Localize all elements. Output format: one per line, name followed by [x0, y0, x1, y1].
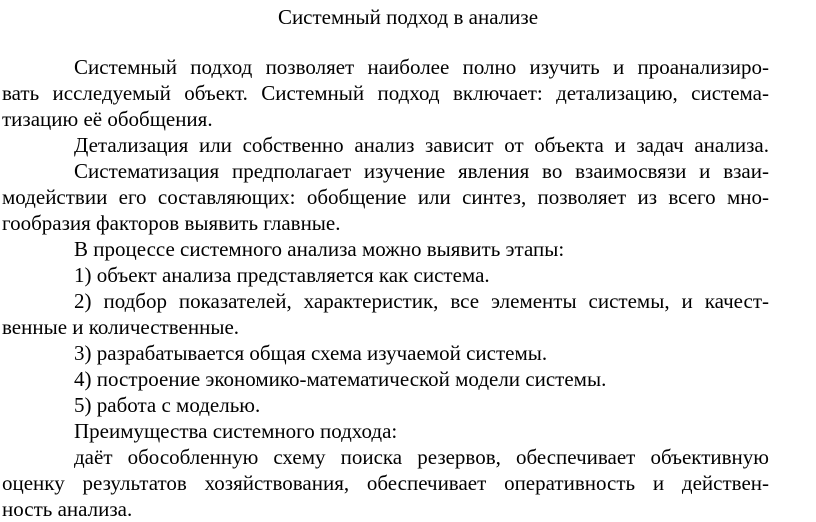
text-line: гообразия факторов выявить главные.: [2, 211, 341, 235]
text-line: ность анализа.: [2, 497, 133, 521]
text-line: Систематизация предполагает изучение явления во взаимосвязи и взаи-: [74, 159, 769, 183]
text-line: 1) объект анализа представляется как система.: [74, 263, 490, 287]
document-title: Системный подход в анализе: [277, 5, 539, 29]
text-line: 4) построение экономико-математической модели системы.: [74, 367, 607, 391]
text-line: даёт обособленную схему поиска резервов, обеспечивает объективную: [74, 445, 769, 469]
text-line: Преимущества системного подхода:: [74, 419, 398, 443]
text-line: Детализация или собственно анализ зависит от объекта и задач анализа.: [74, 133, 769, 157]
text-line: венные и количественные.: [2, 315, 240, 339]
text-line: В процессе системного анализа можно выявить этапы:: [74, 237, 565, 261]
text-line: тизацию её обобщения.: [2, 107, 213, 131]
text-line: оценку результатов хозяйствования, обеспечивает оперативность и действен-: [2, 471, 769, 495]
text-line: 5) работа с моделью.: [74, 393, 261, 417]
text-line: модействии его составляющих: обобщение или синтез, позволяет из всего мно-: [2, 185, 769, 209]
text-line: Системный подход позволяет наиболее полно изучить и проанализиро-: [74, 55, 769, 79]
text-line: 2) подбор показателей, характеристик, все элементы системы, и качест-: [74, 289, 769, 313]
text-line: 3) разрабатывается общая схема изучаемой системы.: [74, 341, 548, 365]
text-line: вать исследуемый объект. Системный подход включает: детализацию, система-: [2, 81, 769, 105]
